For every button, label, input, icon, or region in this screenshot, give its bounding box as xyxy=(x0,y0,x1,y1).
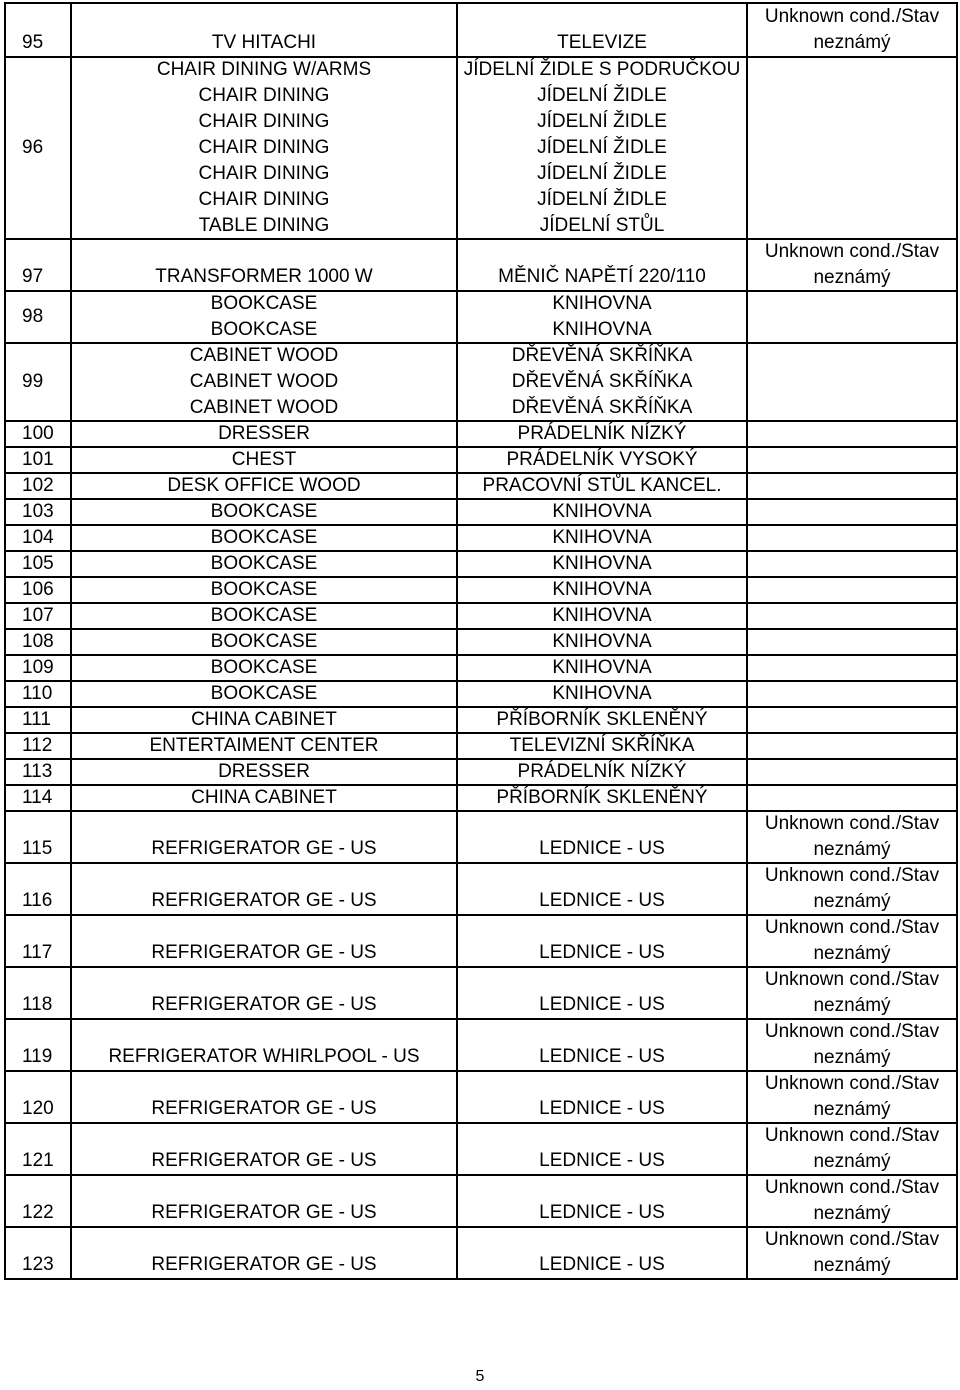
item-name-cz-line: DŘEVĚNÁ SKŘÍŇKA xyxy=(511,345,693,366)
item-name-en-line: CHAIR DINING xyxy=(198,189,330,210)
item-name-cz-line: LEDNICE - US xyxy=(539,890,665,911)
item-name-en-line: CHAIR DINING xyxy=(198,85,330,106)
item-name-en-line: DRESSER xyxy=(218,423,310,444)
item-number-text: 99 xyxy=(22,371,44,392)
item-name-cz-line: PRACOVNÍ STŮL KANCEL. xyxy=(482,475,722,496)
item-name-en-line: BOOKCASE xyxy=(210,683,318,704)
item-number-text: 115 xyxy=(22,838,53,859)
table-row xyxy=(6,1070,956,1122)
condition-text: Unknown cond./Stav xyxy=(764,241,940,262)
item-name-en xyxy=(72,604,458,628)
condition-cell xyxy=(748,422,956,446)
item-number xyxy=(6,292,72,342)
item-name-cz-line: JÍDELNÍ ŽIDLE xyxy=(537,111,667,132)
item-name-en-line: BOOKCASE xyxy=(210,553,318,574)
item-name-cz-line: JÍDELNÍ ŽIDLE xyxy=(537,163,667,184)
item-name-en xyxy=(72,344,458,420)
table-row xyxy=(6,342,956,420)
table-row xyxy=(6,472,956,498)
item-number xyxy=(6,708,72,732)
item-name-en xyxy=(72,552,458,576)
item-name-cz xyxy=(458,1124,748,1174)
item-name-cz-line: LEDNICE - US xyxy=(539,1098,665,1119)
condition-cell xyxy=(748,1228,956,1278)
condition-cell xyxy=(748,1124,956,1174)
item-name-cz-line: KNIHOVNA xyxy=(552,501,652,522)
item-number-text: 107 xyxy=(22,605,54,626)
item-name-cz xyxy=(458,864,748,914)
item-number-text: 106 xyxy=(22,579,54,600)
item-number xyxy=(6,58,72,238)
item-name-en xyxy=(72,656,458,680)
condition-text: Unknown cond./Stav xyxy=(764,865,940,886)
item-name-en-line: BOOKCASE xyxy=(210,657,318,678)
condition-cell xyxy=(748,786,956,810)
item-name-cz-line: LEDNICE - US xyxy=(539,1150,665,1171)
item-name-cz xyxy=(458,968,748,1018)
item-name-en-line: CABINET WOOD xyxy=(189,345,339,366)
item-name-en xyxy=(72,682,458,706)
item-name-en-line: BOOKCASE xyxy=(210,605,318,626)
item-name-en-line: DESK OFFICE WOOD xyxy=(167,475,361,496)
item-number xyxy=(6,552,72,576)
item-name-cz xyxy=(458,448,748,472)
table-row xyxy=(6,1174,956,1226)
condition-text: neznámý xyxy=(813,891,891,912)
item-name-en-line: REFRIGERATOR WHIRLPOOL - US xyxy=(108,1046,420,1067)
condition-text: neznámý xyxy=(813,1203,891,1224)
item-number xyxy=(6,864,72,914)
item-name-cz-line: DŘEVĚNÁ SKŘÍŇKA xyxy=(511,397,693,418)
item-name-en-line: BOOKCASE xyxy=(210,293,318,314)
item-number xyxy=(6,344,72,420)
item-number-text: 98 xyxy=(22,306,44,327)
condition-text: Unknown cond./Stav xyxy=(764,1229,940,1250)
item-number xyxy=(6,630,72,654)
item-name-en xyxy=(72,500,458,524)
item-number xyxy=(6,682,72,706)
item-number xyxy=(6,734,72,758)
table-row xyxy=(6,550,956,576)
condition-cell xyxy=(748,1020,956,1070)
condition-cell xyxy=(748,708,956,732)
condition-text: neznámý xyxy=(813,267,891,288)
condition-cell xyxy=(748,630,956,654)
item-number xyxy=(6,526,72,550)
item-name-cz xyxy=(458,1072,748,1122)
item-name-cz-line: LEDNICE - US xyxy=(539,838,665,859)
item-number xyxy=(6,240,72,290)
item-name-en-line: ENTERTAIMENT CENTER xyxy=(149,735,379,756)
table-row xyxy=(6,524,956,550)
condition-text: neznámý xyxy=(813,32,891,53)
item-number-text: 111 xyxy=(22,709,51,730)
item-name-cz-line: KNIHOVNA xyxy=(552,683,652,704)
condition-text: neznámý xyxy=(813,1099,891,1120)
item-name-en xyxy=(72,786,458,810)
item-name-en xyxy=(72,1176,458,1226)
item-name-cz-line: DŘEVĚNÁ SKŘÍŇKA xyxy=(511,371,693,392)
item-number xyxy=(6,448,72,472)
condition-cell xyxy=(748,448,956,472)
condition-text: neznámý xyxy=(813,1047,891,1068)
table-row xyxy=(6,420,956,446)
item-name-en xyxy=(72,526,458,550)
item-name-en-line: BOOKCASE xyxy=(210,501,318,522)
condition-text: Unknown cond./Stav xyxy=(764,1021,940,1042)
item-number xyxy=(6,500,72,524)
item-number xyxy=(6,916,72,966)
item-name-en-line: CHAIR DINING xyxy=(198,137,330,158)
item-name-en xyxy=(72,760,458,784)
item-name-en xyxy=(72,240,458,290)
item-name-en-line: REFRIGERATOR GE - US xyxy=(151,1254,377,1275)
item-number-text: 108 xyxy=(22,631,54,652)
item-name-en-line: REFRIGERATOR GE - US xyxy=(151,942,377,963)
condition-cell xyxy=(748,552,956,576)
condition-text: neznámý xyxy=(813,1255,891,1276)
condition-cell xyxy=(748,812,956,862)
item-name-en-line: BOOKCASE xyxy=(210,631,318,652)
item-name-en xyxy=(72,4,458,56)
item-number xyxy=(6,1020,72,1070)
condition-cell xyxy=(748,916,956,966)
item-number xyxy=(6,812,72,862)
item-name-cz xyxy=(458,240,748,290)
item-name-en-line: TRANSFORMER 1000 W xyxy=(155,266,373,287)
item-name-en xyxy=(72,1124,458,1174)
item-name-cz xyxy=(458,1176,748,1226)
item-name-cz-line: PŘÍBORNÍK SKLENĚNÝ xyxy=(496,709,708,730)
item-name-en xyxy=(72,1072,458,1122)
item-name-en xyxy=(72,474,458,498)
condition-cell xyxy=(748,1176,956,1226)
item-name-cz-line: JÍDELNÍ STŮL xyxy=(539,215,665,236)
item-name-en-line: REFRIGERATOR GE - US xyxy=(151,994,377,1015)
item-number-text: 101 xyxy=(22,449,54,470)
table-row xyxy=(6,602,956,628)
item-number-text: 105 xyxy=(22,553,54,574)
item-number-text: 100 xyxy=(22,423,54,444)
item-name-cz-line: LEDNICE - US xyxy=(539,1254,665,1275)
page-number: 5 xyxy=(475,1368,485,1385)
item-name-cz-line: LEDNICE - US xyxy=(539,1046,665,1067)
table-row xyxy=(6,628,956,654)
item-number xyxy=(6,1124,72,1174)
table-row xyxy=(6,238,956,290)
item-name-cz xyxy=(458,292,748,342)
item-name-cz xyxy=(458,656,748,680)
item-name-en-line: CHAIR DINING W/ARMS xyxy=(156,59,372,80)
condition-cell xyxy=(748,968,956,1018)
item-name-cz-line: MĚNIČ NAPĚTÍ 220/110 xyxy=(498,266,706,287)
item-name-cz xyxy=(458,474,748,498)
item-name-en-line: CABINET WOOD xyxy=(189,397,339,418)
item-name-en xyxy=(72,812,458,862)
item-name-en-line: BOOKCASE xyxy=(210,579,318,600)
condition-cell xyxy=(748,240,956,290)
item-name-en-line: TABLE DINING xyxy=(198,215,330,236)
item-name-en xyxy=(72,1020,458,1070)
condition-cell xyxy=(748,292,956,342)
condition-text: Unknown cond./Stav xyxy=(764,1073,940,1094)
table-row xyxy=(6,1018,956,1070)
item-name-en-line: CHEST xyxy=(231,449,297,470)
item-name-en-line: REFRIGERATOR GE - US xyxy=(151,1150,377,1171)
condition-cell xyxy=(748,578,956,602)
table-row xyxy=(6,784,956,810)
item-name-cz-line: TELEVIZNÍ SKŘÍŇKA xyxy=(509,735,695,756)
item-name-en xyxy=(72,578,458,602)
item-name-cz-line: LEDNICE - US xyxy=(539,1202,665,1223)
table-row xyxy=(6,914,956,966)
item-name-cz xyxy=(458,630,748,654)
item-number xyxy=(6,474,72,498)
item-name-en xyxy=(72,448,458,472)
item-name-en xyxy=(72,292,458,342)
item-name-cz-line: LEDNICE - US xyxy=(539,994,665,1015)
table-row xyxy=(6,56,956,238)
condition-text: Unknown cond./Stav xyxy=(764,1177,940,1198)
table-row xyxy=(6,290,956,342)
item-name-en-line: CABINET WOOD xyxy=(189,371,339,392)
item-number xyxy=(6,786,72,810)
item-number xyxy=(6,578,72,602)
item-name-cz-line: KNIHOVNA xyxy=(552,553,652,574)
condition-text: neznámý xyxy=(813,995,891,1016)
item-name-cz xyxy=(458,500,748,524)
item-number-text: 112 xyxy=(22,735,53,756)
item-name-cz xyxy=(458,422,748,446)
item-name-cz xyxy=(458,812,748,862)
item-name-en xyxy=(72,1228,458,1278)
item-name-cz-line: KNIHOVNA xyxy=(552,657,652,678)
condition-cell xyxy=(748,474,956,498)
item-number xyxy=(6,968,72,1018)
item-name-cz xyxy=(458,1020,748,1070)
table-row xyxy=(6,810,956,862)
item-name-en-line: CHAIR DINING xyxy=(198,111,330,132)
condition-text: neznámý xyxy=(813,839,891,860)
item-name-en-line: BOOKCASE xyxy=(210,527,318,548)
condition-cell xyxy=(748,656,956,680)
item-name-en-line: TV HITACHI xyxy=(211,32,317,53)
condition-text: Unknown cond./Stav xyxy=(764,1125,940,1146)
table-row xyxy=(6,498,956,524)
item-number-text: 122 xyxy=(22,1202,54,1223)
item-name-cz xyxy=(458,58,748,238)
table-row xyxy=(6,1226,956,1278)
item-name-cz xyxy=(458,4,748,56)
table-row xyxy=(6,4,956,56)
item-name-en-line: CHINA CABINET xyxy=(191,709,337,730)
table-row xyxy=(6,1122,956,1174)
item-number-text: 95 xyxy=(22,32,44,53)
item-number xyxy=(6,656,72,680)
item-number-text: 103 xyxy=(22,501,54,522)
item-number-text: 121 xyxy=(22,1150,54,1171)
item-name-en-line: REFRIGERATOR GE - US xyxy=(151,1098,377,1119)
item-number-text: 120 xyxy=(22,1098,54,1119)
condition-cell xyxy=(748,500,956,524)
item-name-cz xyxy=(458,734,748,758)
item-name-cz xyxy=(458,682,748,706)
item-name-cz-line: JÍDELNÍ ŽIDLE xyxy=(537,137,667,158)
condition-text: neznámý xyxy=(813,943,891,964)
item-name-cz-line: KNIHOVNA xyxy=(552,527,652,548)
item-name-cz-line: KNIHOVNA xyxy=(552,605,652,626)
item-name-cz xyxy=(458,344,748,420)
table-row xyxy=(6,680,956,706)
condition-cell xyxy=(748,682,956,706)
item-name-en-line: DRESSER xyxy=(218,761,310,782)
table-row xyxy=(6,576,956,602)
item-name-cz-line: JÍDELNÍ ŽIDLE xyxy=(537,189,667,210)
item-number-text: 119 xyxy=(22,1046,53,1067)
condition-cell xyxy=(748,4,956,56)
condition-cell xyxy=(748,734,956,758)
table-row xyxy=(6,732,956,758)
table-row xyxy=(6,706,956,732)
item-name-en xyxy=(72,708,458,732)
item-name-cz-line: PRÁDELNÍK NÍZKÝ xyxy=(517,423,687,444)
item-name-cz-line: JÍDELNÍ ŽIDLE xyxy=(537,85,667,106)
item-number-text: 123 xyxy=(22,1254,54,1275)
item-name-en xyxy=(72,422,458,446)
inventory-table xyxy=(4,2,958,1280)
item-name-cz xyxy=(458,1228,748,1278)
item-name-en xyxy=(72,58,458,238)
item-name-cz-line: PRÁDELNÍK NÍZKÝ xyxy=(517,761,687,782)
condition-cell xyxy=(748,604,956,628)
item-number-text: 116 xyxy=(22,890,53,911)
item-number xyxy=(6,604,72,628)
item-name-en xyxy=(72,630,458,654)
item-name-en xyxy=(72,734,458,758)
item-number xyxy=(6,1072,72,1122)
item-name-cz xyxy=(458,760,748,784)
condition-cell xyxy=(748,526,956,550)
item-number-text: 109 xyxy=(22,657,54,678)
item-name-en-line: BOOKCASE xyxy=(210,319,318,340)
item-number-text: 104 xyxy=(22,527,54,548)
item-name-en xyxy=(72,864,458,914)
item-name-cz xyxy=(458,552,748,576)
condition-cell xyxy=(748,58,956,238)
table-row xyxy=(6,966,956,1018)
table-row xyxy=(6,654,956,680)
item-number-text: 118 xyxy=(22,994,53,1015)
item-number xyxy=(6,1176,72,1226)
item-number-text: 113 xyxy=(22,761,53,782)
item-name-cz xyxy=(458,604,748,628)
item-name-cz xyxy=(458,708,748,732)
item-number xyxy=(6,422,72,446)
item-number-text: 114 xyxy=(22,787,53,808)
item-name-en-line: CHAIR DINING xyxy=(198,163,330,184)
item-number xyxy=(6,1228,72,1278)
item-name-cz-line: KNIHOVNA xyxy=(552,293,652,314)
item-number-text: 97 xyxy=(22,266,44,287)
item-name-cz xyxy=(458,526,748,550)
item-number xyxy=(6,4,72,56)
item-name-cz xyxy=(458,578,748,602)
condition-text: Unknown cond./Stav xyxy=(764,917,940,938)
condition-text: Unknown cond./Stav xyxy=(764,813,940,834)
item-name-en xyxy=(72,968,458,1018)
condition-text: Unknown cond./Stav xyxy=(764,969,940,990)
table-row xyxy=(6,758,956,784)
condition-text: neznámý xyxy=(813,1151,891,1172)
item-name-en-line: REFRIGERATOR GE - US xyxy=(151,1202,377,1223)
condition-text: Unknown cond./Stav xyxy=(764,6,940,27)
item-name-cz xyxy=(458,786,748,810)
condition-cell xyxy=(748,344,956,420)
item-name-cz-line: KNIHOVNA xyxy=(552,631,652,652)
condition-cell xyxy=(748,864,956,914)
condition-cell xyxy=(748,1072,956,1122)
table-row xyxy=(6,862,956,914)
item-name-cz-line: KNIHOVNA xyxy=(552,579,652,600)
item-name-en-line: REFRIGERATOR GE - US xyxy=(151,838,377,859)
item-name-cz-line: TELEVIZE xyxy=(557,32,647,53)
item-name-en xyxy=(72,916,458,966)
condition-cell xyxy=(748,760,956,784)
item-name-cz-line: KNIHOVNA xyxy=(552,319,652,340)
item-name-cz-line: PRÁDELNÍK VYSOKÝ xyxy=(506,449,698,470)
item-number xyxy=(6,760,72,784)
item-name-cz xyxy=(458,916,748,966)
item-name-en-line: REFRIGERATOR GE - US xyxy=(151,890,377,911)
item-name-cz-line: JÍDELNÍ ŽIDLE S PODRUČKOU xyxy=(463,59,741,80)
item-number-text: 110 xyxy=(22,683,53,704)
item-name-cz-line: PŘÍBORNÍK SKLENĚNÝ xyxy=(496,787,708,808)
table-row xyxy=(6,446,956,472)
item-name-cz-line: LEDNICE - US xyxy=(539,942,665,963)
item-number-text: 96 xyxy=(22,137,44,158)
item-number-text: 102 xyxy=(22,475,54,496)
item-name-en-line: CHINA CABINET xyxy=(191,787,337,808)
item-number-text: 117 xyxy=(22,942,53,963)
